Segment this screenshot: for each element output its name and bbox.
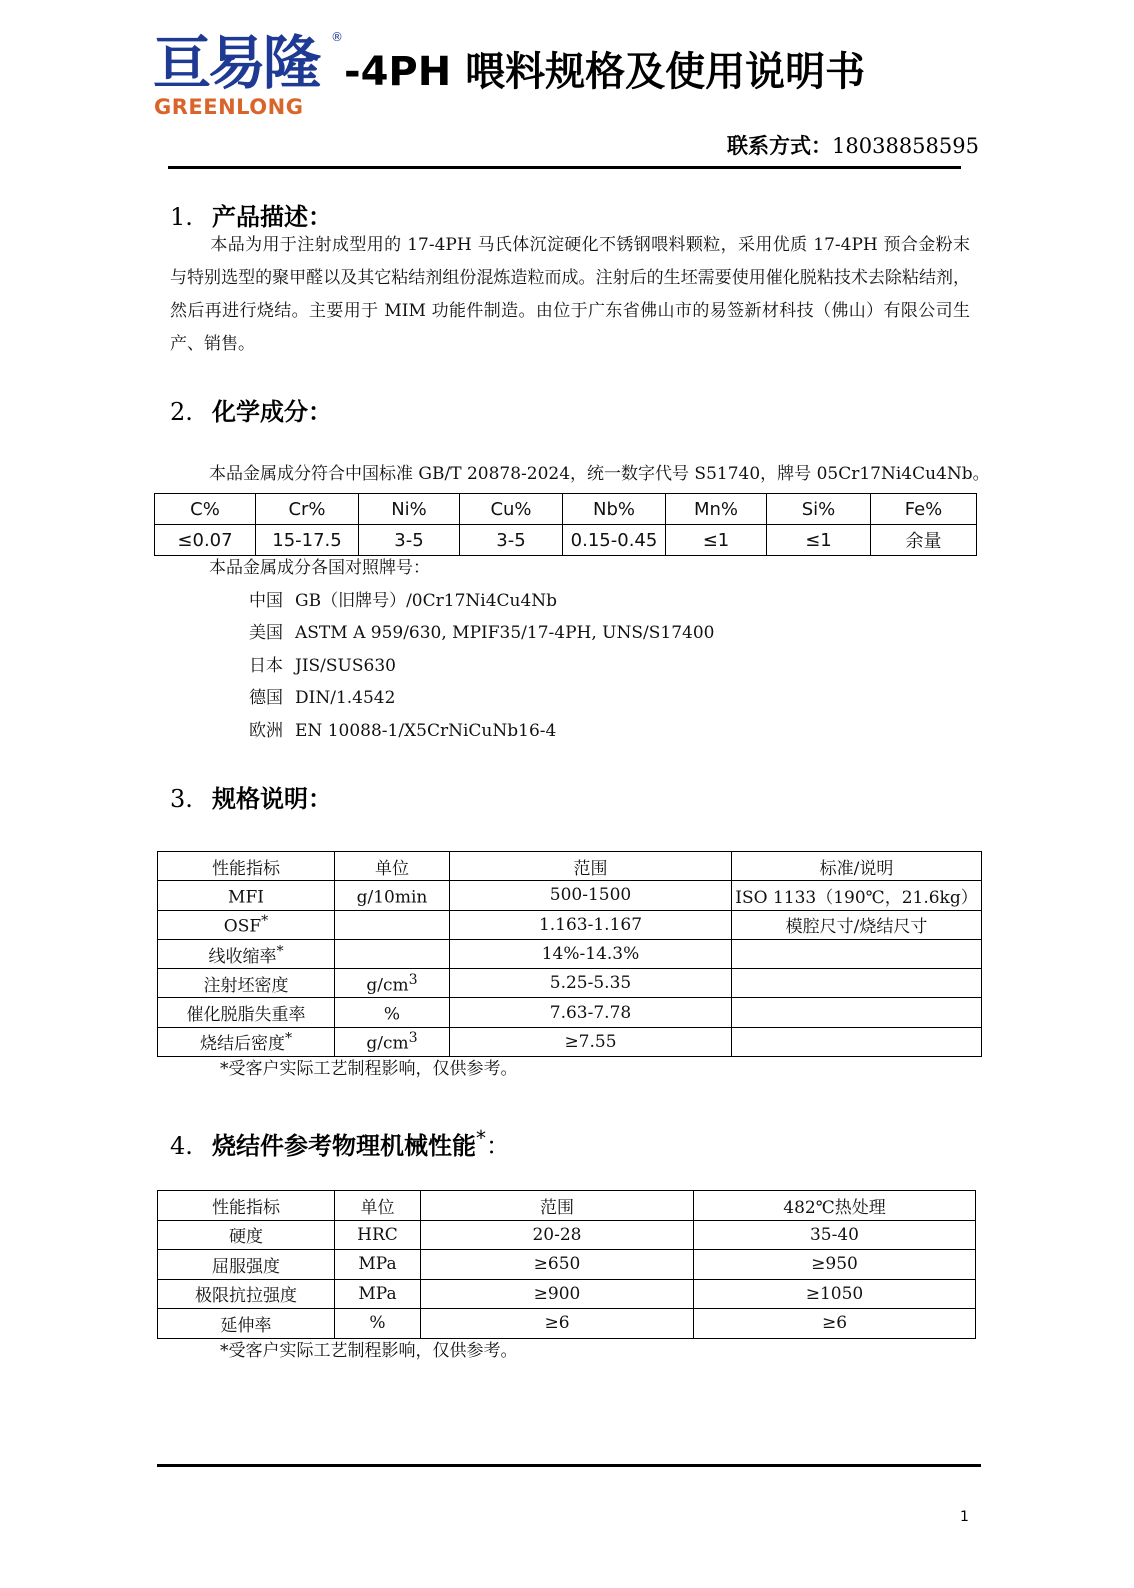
header-cell: 范围 (450, 852, 732, 881)
range-cell: ≥900 (421, 1279, 694, 1309)
value-cell: 3-5 (460, 525, 563, 556)
header-cell: 性能指标 (158, 1191, 335, 1221)
heat-treated-cell: ≥950 (694, 1250, 976, 1280)
range-cell: 7.63-7.78 (450, 998, 732, 1027)
header-cell: 482℃热处理 (694, 1191, 976, 1221)
property-cell: 注射坯密度 (158, 969, 335, 998)
section-2-number: 2. (170, 398, 193, 426)
list-item: 日本 JIS/SUS630 (249, 655, 396, 676)
table-row (158, 910, 982, 939)
property-cell: 延伸率 (158, 1309, 335, 1339)
section-3-title: 规格说明： (212, 785, 332, 813)
brands-intro: 本品金属成分各国对照牌号： (209, 558, 430, 578)
product-description-text: 本品为用于注射成型用的 17-4PH 马氏体沉淀硬化不锈钢喂料颗粒，采用优质 17-4PH 预合金粉末与特别选型的聚甲醛以及其它粘结剂组份混炼造粒而成。注射后的生坯需要使用催化脱粘技术去除粘结剂，然后再进行烧结。主要用于 MIM 功能件制造。由位于广东省佛山市的易签新材科技（佛山）有限公司生产、销售。 (170, 235, 970, 354)
header-cell: Fe% (871, 494, 977, 525)
unit-cell (335, 910, 450, 939)
company-logo (153, 29, 343, 124)
table-header-row (155, 494, 977, 525)
section-4-title-mark: * (476, 1126, 486, 1150)
range-cell: ≥6 (421, 1309, 694, 1339)
contact-info (727, 132, 979, 160)
header-cell: 单位 (335, 1191, 421, 1221)
unit-cell: g/10min (335, 881, 450, 910)
section-4-title-colon: ： (486, 1132, 510, 1160)
unit-cell: MPa (335, 1279, 421, 1309)
range-cell: 20-28 (421, 1220, 694, 1250)
range-cell: ≥7.55 (450, 1027, 732, 1056)
list-item: 德国 DIN/1.4542 (249, 688, 396, 709)
property-cell: MFI (158, 881, 335, 910)
section-4-title: 烧结件参考物理机械性能 (212, 1132, 476, 1160)
header-cell: Nb% (563, 494, 666, 525)
heat-treated-cell: ≥6 (694, 1309, 976, 1339)
value-cell: 3-5 (359, 525, 460, 556)
table-row (158, 1250, 976, 1280)
logo-english-text: GREENLONG (154, 95, 304, 119)
value-cell: 0.15-0.45 (563, 525, 666, 556)
property-cell: 线收缩率* (158, 939, 335, 968)
list-item: 中国 GB（旧牌号）/0Cr17Ni4Cu4Nb (249, 591, 558, 611)
unit-cell: HRC (335, 1220, 421, 1250)
note-cell: 模腔尺寸/烧结尺寸 (732, 910, 982, 939)
section-4-number: 4. (170, 1132, 193, 1160)
table-row (158, 969, 982, 998)
note-cell (732, 998, 982, 1027)
unit-cell (335, 939, 450, 968)
table-row (158, 998, 982, 1027)
range-cell: 5.25-5.35 (450, 969, 732, 998)
header-cell: 范围 (421, 1191, 694, 1221)
unit-cell: % (335, 998, 450, 1027)
document-title: -4PH 喂料规格及使用说明书 (344, 49, 866, 95)
section-1-title: 产品描述： (212, 203, 332, 231)
header-cell: Ni% (359, 494, 460, 525)
unit-cell: % (335, 1309, 421, 1339)
logo-chinese-text: 亘易隆 (153, 29, 319, 97)
table-header-row (158, 1191, 976, 1221)
section-3-footnote: *受客户实际工艺制程影响，仅供参考。 (220, 1059, 518, 1079)
contact-label: 联系方式： (727, 134, 833, 158)
header-cell: 标准/说明 (732, 852, 982, 881)
table-row (155, 525, 977, 556)
property-cell: OSF* (158, 910, 335, 939)
value-cell: 15-17.5 (256, 525, 359, 556)
footer-divider (157, 1464, 981, 1467)
composition-intro: 本品金属成分符合中国标准 GB/T 20878-2024，统一数字代号 S51740，牌号 05Cr17Ni4Cu4Nb。 (209, 464, 990, 484)
property-cell: 烧结后密度* (158, 1027, 335, 1056)
contact-phone: 18038858595 (832, 134, 979, 158)
chemical-composition-table (154, 493, 977, 556)
value-cell: 余量 (871, 525, 977, 556)
table-row (158, 881, 982, 910)
section-1-number: 1. (170, 203, 193, 231)
section-3-number: 3. (170, 785, 193, 813)
header-cell: Cr% (256, 494, 359, 525)
note-cell (732, 969, 982, 998)
note-cell (732, 939, 982, 968)
section-2-title: 化学成分： (212, 398, 332, 426)
note-cell (732, 1027, 982, 1056)
section-3-heading (170, 783, 332, 815)
heat-treated-cell: ≥1050 (694, 1279, 976, 1309)
header-divider (168, 166, 961, 169)
section-4-heading (170, 1122, 510, 1162)
header-cell: 单位 (335, 852, 450, 881)
unit-cell: MPa (335, 1250, 421, 1280)
unit-cell: $g/cm^3$ (335, 1027, 450, 1056)
header-cell: Cu% (460, 494, 563, 525)
mechanical-properties-table (157, 1190, 976, 1339)
property-cell: 硬度 (158, 1220, 335, 1250)
specification-table (157, 851, 982, 1057)
header-cell: Si% (767, 494, 871, 525)
table-row (158, 1309, 976, 1339)
section-2-heading (170, 396, 332, 428)
property-cell: 催化脱脂失重率 (158, 998, 335, 1027)
table-row (158, 1220, 976, 1250)
table-header-row (158, 852, 982, 881)
range-cell: ≥650 (421, 1250, 694, 1280)
value-cell: ≤1 (767, 525, 871, 556)
list-item: 欧洲 EN 10088-1/X5CrNiCuNb16-4 (249, 720, 557, 741)
table-row (158, 939, 982, 968)
range-cell: 1.163-1.167 (450, 910, 732, 939)
note-cell: ISO 1133（190℃，21.6kg） (732, 881, 982, 910)
table-row (158, 1279, 976, 1309)
property-cell: 极限抗拉强度 (158, 1279, 335, 1309)
header-cell: C% (155, 494, 256, 525)
unit-cell: $g/cm^3$ (335, 969, 450, 998)
brand-equivalents-list (249, 588, 714, 750)
header-cell: 性能指标 (158, 852, 335, 881)
registered-mark: ® (331, 30, 343, 44)
page-number: 1 (960, 1509, 969, 1525)
list-item: 美国 ASTM A 959/630, MPIF35/17-4PH, UNS/S17400 (249, 623, 715, 644)
section-4-footnote: *受客户实际工艺制程影响，仅供参考。 (220, 1341, 518, 1361)
range-cell: 500-1500 (450, 881, 732, 910)
heat-treated-cell: 35-40 (694, 1220, 976, 1250)
property-cell: 屈服强度 (158, 1250, 335, 1280)
product-description (170, 229, 970, 361)
value-cell: ≤0.07 (155, 525, 256, 556)
header-cell: Mn% (666, 494, 767, 525)
value-cell: ≤1 (666, 525, 767, 556)
range-cell: 14%-14.3% (450, 939, 732, 968)
table-row (158, 1027, 982, 1056)
